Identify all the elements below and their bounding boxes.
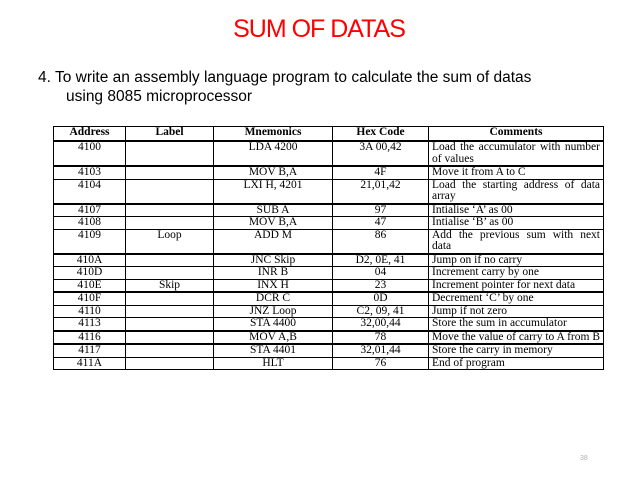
- slide-title: SUM OF DATAS: [233, 15, 405, 43]
- cell-hex: 78: [333, 331, 429, 345]
- cell-mnemonic: LXI H, 4201: [214, 179, 333, 204]
- cell-label: [126, 217, 214, 230]
- cell-comment: Add the previous sum with next data: [429, 229, 604, 254]
- cell-label: [126, 267, 214, 280]
- cell-hex: 32,01,44: [333, 344, 429, 357]
- header-hex-code: Hex Code: [333, 127, 429, 142]
- cell-mnemonic: ADD M: [214, 229, 333, 254]
- table-row: [54, 305, 604, 318]
- cell-hex: D2, 0E, 41: [333, 254, 429, 267]
- header-mnemonics: Mnemonics: [214, 127, 333, 142]
- cell-address: 4107: [54, 204, 126, 217]
- cell-label: [126, 204, 214, 217]
- table-row: [54, 217, 604, 230]
- cell-mnemonic: MOV A,B: [214, 331, 333, 345]
- cell-hex: 86: [333, 229, 429, 254]
- table-row: [54, 166, 604, 179]
- cell-address: 4108: [54, 217, 126, 230]
- cell-mnemonic: STA 4401: [214, 344, 333, 357]
- cell-address: 4116: [54, 331, 126, 345]
- cell-comment: End of program: [429, 357, 604, 370]
- program-table: [53, 126, 604, 370]
- cell-comment: Intialise ‘A’ as 00: [429, 204, 604, 217]
- cell-label: [126, 331, 214, 345]
- cell-mnemonic: MOV B,A: [214, 166, 333, 179]
- cell-address: 4104: [54, 179, 126, 204]
- aim-statement: [38, 68, 618, 106]
- header-address: Address: [54, 127, 126, 142]
- aim-line-1: 4. To write an assembly language program to calculate the sum of datas: [38, 69, 532, 86]
- header-comments: Comments: [429, 127, 604, 142]
- table-row: [54, 318, 604, 331]
- cell-comment: Load the starting address of data array: [429, 179, 604, 204]
- cell-hex: 04: [333, 267, 429, 280]
- cell-label: [126, 254, 214, 267]
- cell-address: 4117: [54, 344, 126, 357]
- cell-mnemonic: STA 4400: [214, 318, 333, 331]
- cell-address: 4113: [54, 318, 126, 331]
- cell-address: 410E: [54, 279, 126, 292]
- cell-mnemonic: JNZ Loop: [214, 305, 333, 318]
- table-header-row: [54, 127, 604, 142]
- cell-address: 4100: [54, 141, 126, 166]
- cell-hex: 4F: [333, 166, 429, 179]
- cell-comment: Jump on if no carry: [429, 254, 604, 267]
- cell-address: 4103: [54, 166, 126, 179]
- cell-label: [126, 179, 214, 204]
- cell-comment: Store the carry in memory: [429, 344, 604, 357]
- table-row: [54, 344, 604, 357]
- cell-hex: 3A 00,42: [333, 141, 429, 166]
- table-row: [54, 267, 604, 280]
- cell-hex: 21,01,42: [333, 179, 429, 204]
- cell-label: [126, 141, 214, 166]
- cell-hex: 23: [333, 279, 429, 292]
- cell-mnemonic: INX H: [214, 279, 333, 292]
- cell-label: [126, 357, 214, 370]
- cell-hex: 32,00,44: [333, 318, 429, 331]
- aim-line-2: using 8085 microprocessor: [66, 88, 253, 105]
- cell-label: Loop: [126, 229, 214, 254]
- cell-hex: 97: [333, 204, 429, 217]
- header-label: Label: [126, 127, 214, 142]
- cell-address: 4110: [54, 305, 126, 318]
- page-number: 38: [580, 455, 588, 462]
- cell-comment: Load the accumulator with number of values: [429, 141, 604, 166]
- cell-address: 410D: [54, 267, 126, 280]
- cell-mnemonic: LDA 4200: [214, 141, 333, 166]
- cell-hex: 47: [333, 217, 429, 230]
- cell-mnemonic: JNC Skip: [214, 254, 333, 267]
- cell-mnemonic: MOV B,A: [214, 217, 333, 230]
- table-row: [54, 279, 604, 292]
- cell-mnemonic: SUB A: [214, 204, 333, 217]
- cell-label: [126, 292, 214, 305]
- cell-address: 410F: [54, 292, 126, 305]
- table-row: [54, 229, 604, 254]
- cell-address: 410A: [54, 254, 126, 267]
- cell-address: 411A: [54, 357, 126, 370]
- cell-label: [126, 305, 214, 318]
- table-row: [54, 179, 604, 204]
- cell-mnemonic: INR B: [214, 267, 333, 280]
- cell-comment: Store the sum in accumulator: [429, 318, 604, 331]
- cell-label: Skip: [126, 279, 214, 292]
- table-row: [54, 254, 604, 267]
- cell-address: 4109: [54, 229, 126, 254]
- table-row: [54, 141, 604, 166]
- cell-hex: 76: [333, 357, 429, 370]
- table-row: [54, 204, 604, 217]
- cell-comment: Jump if not zero: [429, 305, 604, 318]
- cell-comment: Increment pointer for next data: [429, 279, 604, 292]
- table-row: [54, 357, 604, 370]
- table-row: [54, 292, 604, 305]
- cell-comment: Increment carry by one: [429, 267, 604, 280]
- cell-mnemonic: DCR C: [214, 292, 333, 305]
- cell-comment: Decrement ‘C’ by one: [429, 292, 604, 305]
- cell-comment: Move it from A to C: [429, 166, 604, 179]
- cell-mnemonic: HLT: [214, 357, 333, 370]
- cell-comment: Intialise ‘B’ as 00: [429, 217, 604, 230]
- cell-hex: C2, 09, 41: [333, 305, 429, 318]
- cell-label: [126, 166, 214, 179]
- cell-label: [126, 318, 214, 331]
- cell-hex: 0D: [333, 292, 429, 305]
- cell-label: [126, 344, 214, 357]
- cell-comment: Move the value of carry to A from B: [429, 331, 604, 345]
- table-row: [54, 331, 604, 345]
